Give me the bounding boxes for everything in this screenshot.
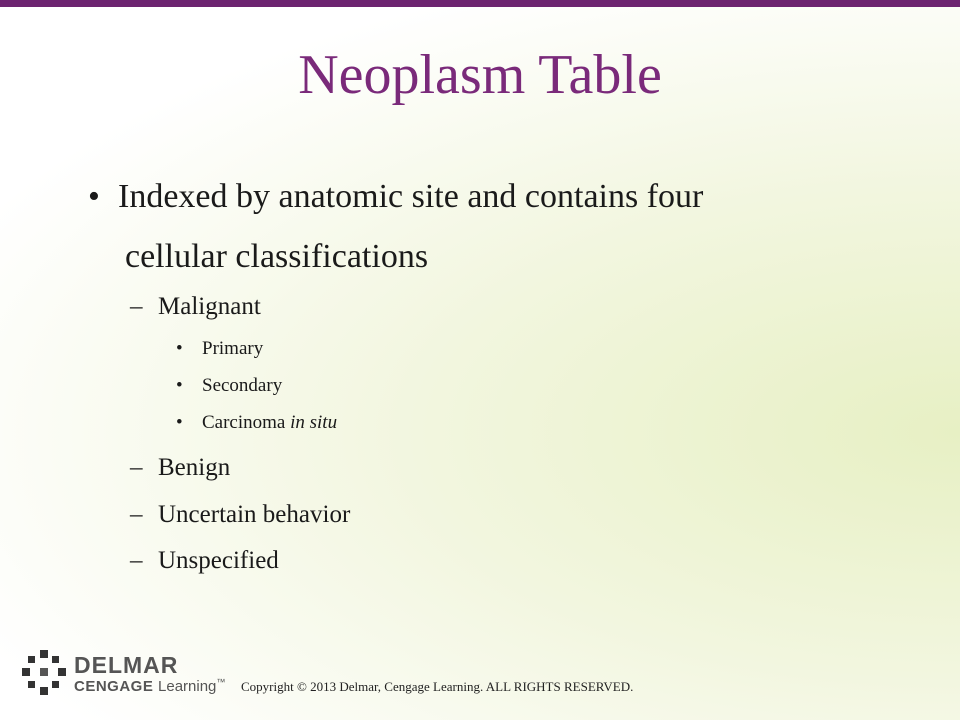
main-bullet-line1: Indexed by anatomic site and contains four — [118, 178, 704, 215]
bullet-dot: • — [176, 338, 183, 359]
main-bullet-line2: cellular classifications — [125, 238, 429, 275]
list-item-uncertain — [130, 502, 350, 527]
label-in-situ: in situ — [290, 412, 338, 433]
bullet-dot: • — [176, 412, 183, 433]
label-malignant: Malignant — [158, 293, 261, 320]
label-unspecified: Unspecified — [158, 547, 279, 574]
dash: – — [130, 454, 143, 481]
logo-learning-word: Learning — [158, 678, 217, 695]
dash: – — [130, 547, 143, 574]
logo-tm: ™ — [216, 677, 226, 687]
list-item-benign — [130, 455, 230, 480]
list-item-primary — [176, 339, 263, 358]
list-item-unspecified — [130, 548, 279, 573]
label-secondary: Secondary — [202, 375, 283, 396]
bullet-dot: • — [88, 178, 100, 215]
logo-delmar-text: DELMAR — [74, 652, 179, 678]
dash: – — [130, 293, 143, 320]
label-primary: Primary — [202, 338, 264, 359]
label-carcinoma: Carcinoma — [202, 412, 291, 433]
bullet-dot: • — [176, 375, 183, 396]
logo-cengage-text — [74, 677, 225, 695]
label-benign: Benign — [158, 454, 231, 481]
delmar-cengage-logo — [22, 650, 232, 696]
logo-cengage-word: CENGAGE — [74, 678, 159, 695]
copyright-notice: Copyright © 2013 Delmar, Cengage Learning. ALL RIGHTS RESERVED. — [241, 679, 634, 694]
list-item-malignant — [130, 294, 261, 319]
dash: – — [130, 501, 143, 528]
slide-title: Neoplasm Table — [298, 44, 662, 106]
label-uncertain: Uncertain behavior — [158, 501, 351, 528]
cengage-mark-icon — [22, 650, 68, 696]
list-item-carcinoma — [176, 413, 337, 432]
list-item-secondary — [176, 376, 282, 395]
top-accent-bar — [0, 0, 960, 7]
